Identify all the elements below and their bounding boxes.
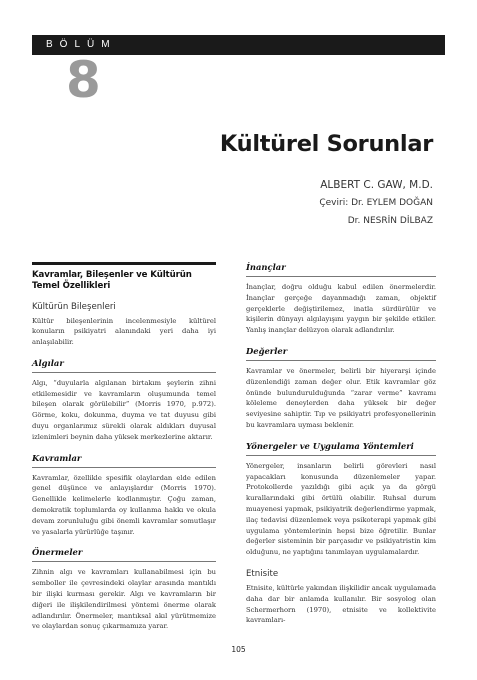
section-title: Kavramlar, Bileşenler ve Kültürün Temel Özellikleri [32, 269, 192, 291]
right-column [246, 262, 436, 626]
chapter-title: Kültürel Sorunlar [219, 131, 433, 157]
heading-algilar: Algılar [32, 358, 216, 373]
paragraph-yonergeler: Yönergeler, insanların belirli görevleri nasıl yapacakları konusunda düzenlemeler yapar. Protokollerde yazıldığı gibi açık ya da görgü kurallarındaki gibi örtülü olabilir. Ruhsal durum muayenesi yapmak, psikiyatrik değerlendirme yapmak, ilaç tedavisi düzenlemek veya psikoterapi yapmak gibi uygulama yöntemlerinin hepsi bize öğretilir. Bunlar değerler sisteminin bir parçasıdır ve psikiyatristin kim olduğunu, ne yaptığını tanımlayan uygulamalardır. [246, 461, 436, 557]
page-number: 105 [231, 645, 246, 654]
paragraph-kavramlar: Kavramlar, özellikle spesifik olaylardan elde edilen genel düşünce ve anlayışlardır (Morris 1970). Genellikle kelimelerle kodlanmıştır. Çoğu zaman, demokratik toplumlarda oy kullanma hakkı ve okula devam zorunluluğu gibi önemli kavramlar somutlaşır ve yasalarla yürürlüğe taşınır. [32, 473, 216, 536]
paragraph-degerler: Kavramlar ve önermeler, belirli bir hiyerarşi içinde düzenlendiği zaman değer olur. Etik kavramlar göz önünde bulundurulduğunda “zarar verme” kavramı köleleme deneylerden daha yüksek bir değer seviyesine sahiptir. Tıp ve psikiyatri profesyonellerinin bu kavramlara uyması beklenir. [246, 366, 436, 429]
heading-degerler: Değerler [246, 346, 436, 361]
subsection-title: Kültürün Bileşenleri [32, 301, 116, 312]
left-column [32, 262, 216, 632]
author-name: ALBERT C. GAW, M.D. [320, 179, 433, 191]
paragraph-onermeler: Zihnin algı ve kavramları kullanabilmesi için bu semboller ile çevresindeki olaylar arasında mantıklı bir ilişki kurması gerekir. Algı ve kavramların bir diğeri ile ilişkilendirilmesi yöntemi önerme olarak adlandırılır. Önermeler, mantıksal akıl yürütmemize ve olaylardan sonuç çıkarmamıza yarar. [32, 568, 216, 631]
section-rule [32, 262, 216, 265]
paragraph-inanclar: İnançlar, doğru olduğu kabul edilen önermelerdir. İnançlar gerçeğe dayanmadığı zaman, objektif gerçeklerle değiştirilemez, inatla sürdürülür ve kişilerin dünyayı algılayışını yaygın bir şekilde etkiler. Yanlış inançlar delüzyon olarak adlandırılır. [246, 283, 436, 335]
intro-paragraph: Kültür bileşenlerinin incelenmesiyle kültürel konuların psikiyatri alanındaki yeri daha iyi anlaşılabilir. [32, 316, 216, 347]
chapter-number: 8 [66, 51, 101, 109]
paragraph-etnisite: Etnisite, kültürle yakından ilişkilidir ancak uygulamada daha dar bir anlamda kullanılır. Bir sosyolog olan Schermerhorn (1970), etnisite ve kollektivite kavramları- [246, 583, 436, 625]
translator-line-1: Çeviri: Dr. EYLEM DOĞAN [319, 198, 433, 208]
chapter-label: BÖLÜM [46, 39, 117, 50]
heading-inanclar: İnançlar [246, 262, 436, 277]
paragraph-algilar: Algı, “duyularla algılanan birtakım şeylerin zihni etkilemesidir ve kavramların oluşumunda temel bileşen olarak görülebilir” (Morris 1970, p.972). Görme, koku, dokunma, duyma ve tat duyusu gibi duyu organlarımız sürekli olarak aldıkları duyusal izlenimleri beynin daha yüksek merkezlerine aktarır. [32, 378, 216, 441]
heading-yonergeler: Yönergeler ve Uygulama Yöntemleri [246, 441, 436, 456]
translator-line-2: Dr. NESRİN DİLBAZ [347, 216, 433, 226]
subsection-etnisite: Etnisite [246, 568, 279, 579]
heading-kavramlar: Kavramlar [32, 453, 216, 468]
heading-onermeler: Önermeler [32, 547, 216, 562]
